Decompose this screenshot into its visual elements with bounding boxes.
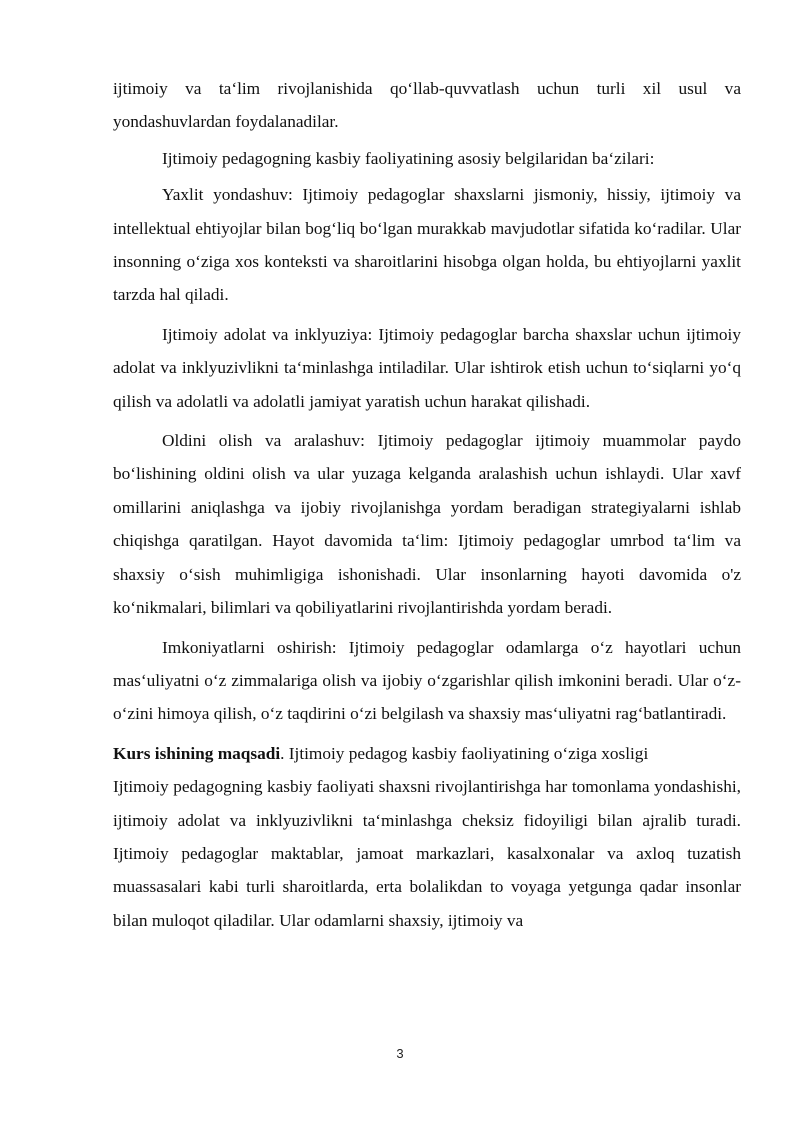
document-page [113,72,741,937]
paragraph-continuation: ijtimoiy va ta‘lim rivojlanishida qo‘llab-quvvatlash uchun turli xil usul va yondashuvlardan foydalanadilar. [113,79,741,132]
course-goal-heading [113,737,741,770]
course-goal-label: Kurs ishining maqsadi [113,743,281,763]
paragraph-holistic-approach: Yaxlit yondashuv: Ijtimoiy pedagoglar shaxslarni jismoniy, hissiy, ijtimoiy va intellektual ehtiyojlar bilan bog‘liq bo‘lgan murakkab mavjudotlar sifatida ko‘radilar. Ular insonning o‘ziga xos konteksti va sharoitlarini hisobga olgan holda, bu ehtiyojlarni yaxlit tarzda hal qiladi. [113,185,741,305]
paragraph-professional-activity: Ijtimoiy pedagogning kasbiy faoliyati shaxsni rivojlantirishga har tomonlama yondashishi, ijtimoiy adolat va inklyuzivlikni ta‘minlashga cheksiz fidoyiligi bilan ajralib turadi. Ijtimoiy pedagoglar maktablar, jamoat markazlari, kasalxonalar va axloq tuzatish muassasalari kabi turli sharoitlarda, erta bolalikdan to voyaga yetgunga qadar insonlar bilan muloqot qiladilar. Ular odamlarni shaxsiy, ijtimoiy va [113,777,741,930]
paragraph-prevention: Oldini olish va aralashuv: Ijtimoiy pedagoglar ijtimoiy muammolar paydo bo‘lishining oldini olish va ular yuzaga kelganda aralashish uchun ishlaydi. Ular xavf omillarini aniqlashga va ijobiy rivojlanishga yordam beradigan strategiyalarni ishlab chiqishga qaratilgan. Hayot davomida ta‘lim: Ijtimoiy pedagoglar umrbod ta‘lim va shaxsiy o‘sish muhimligiga ishonishadi. Ular insonlarning hayoti davomida o'z ko‘nikmalari, bilimlari va qobiliyatlarini rivojlantirishda yordam beradi. [113,431,741,618]
paragraph-empowerment: Imkoniyatlarni oshirish: Ijtimoiy pedagoglar odamlarga o‘z hayotlari uchun mas‘uliyatni o‘z zimmalariga olish va ijobiy o‘zgarishlar qilish imkonini beradi. Ular o‘z-o‘zini himoya qilish, o‘z taqdirini o‘zi belgilash va shaxsiy mas‘uliyatni rag‘batlantiradi. [113,637,741,724]
page-number: 3 [396,1046,404,1061]
paragraph-social-justice: Ijtimoiy adolat va inklyuziya: Ijtimoiy pedagoglar barcha shaxslar uchun ijtimoiy adolat va inklyuzivlikni ta‘minlashga intiladilar. Ular ishtirok etish uchun to‘siqlarni yo‘q qilish va adolatli va adolatli jamiyat yaratish uchun harakat qilishadi. [113,324,741,411]
course-goal-text: . Ijtimoiy pedagog kasbiy faoliyatining o‘ziga xosligi [280,743,649,763]
paragraph-intro: Ijtimoiy pedagogning kasbiy faoliyatining asosiy belgilaridan ba‘zilari: [162,148,655,168]
